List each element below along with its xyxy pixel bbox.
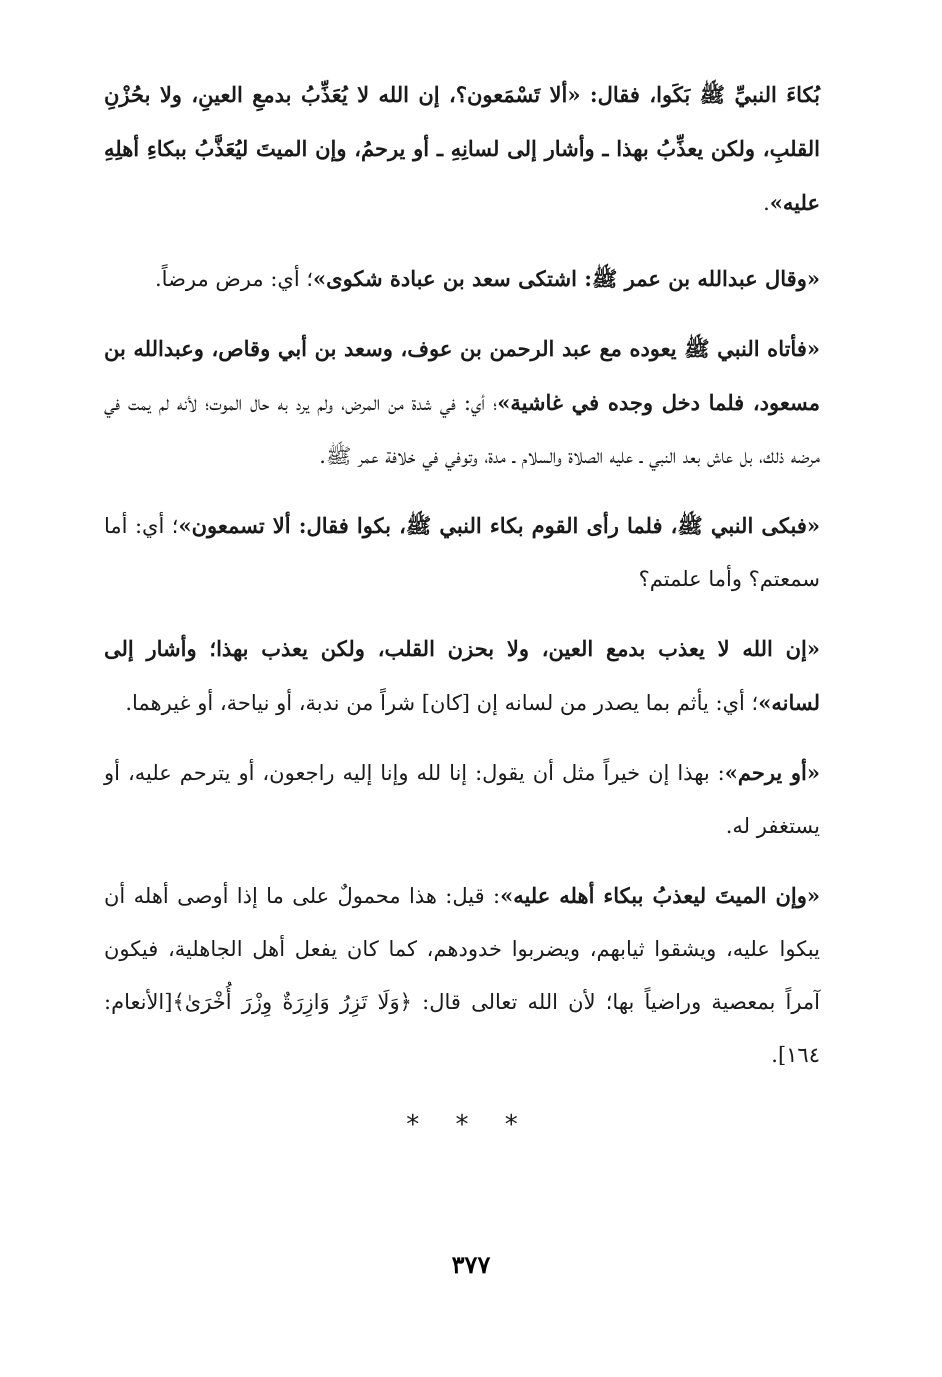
- paragraph-5-bold: «إن الله لا يعذب بدمع العين، ولا بحزن القلب، ولكن يعذب بهذا؛ وأشار إلى لسانه»: [104, 636, 820, 715]
- paragraph-1: [104, 68, 820, 230]
- paragraph-3-text: ؛ أي: في شدة من المرض، ولم يرد به حال الموت؛ لأنه لم يمت في مرضه ذلك، بل عاش بعد النبي ـ عليه الصلاة والسلام ـ مدة، وتوفي في خلافة عمر ﷺ.: [104, 391, 820, 468]
- paragraph-3-bold: «فأتاه النبي ﷺ يعوده مع عبد الرحمن بن عوف، وسعد بن أبي وقاص، وعبدالله بن مسعود، فلما دخل وجده في غاشية»: [104, 336, 820, 415]
- paragraph-7-bold: «وإن الميتَ ليعذبُ ببكاء أهله عليه»: [500, 883, 820, 908]
- paragraph-7: [104, 869, 820, 1082]
- paragraph-2: [104, 252, 820, 306]
- paragraph-5-text: ؛ أي: يأثم بما يصدر من لسانه إن [كان] شراً من ندبة، أو نياحة، أو غيرهما.: [125, 691, 759, 715]
- paragraph-7-text: : قيل: هذا محمولٌ على ما إذا أوصى أهله أن يبكوا عليه، ويشقوا ثيابهم، ويضربوا خدودهم، كما كان يفعل أهل الجاهلية، فيكون آمراً بمعصية وراضياً بها؛ لأن الله تعالى قال: ﴿وَلَا تَزِرُ وَازِرَةٌ وِزْرَ أُخْرَىٰ﴾[الأنعام: ١٦٤].: [104, 884, 820, 1067]
- paragraph-6-text: : بهذا إن خيراً مثل أن يقول: إنا لله وإنا إليه راجعون، أو يترحم عليه، أو يستغفر له.: [104, 761, 820, 838]
- paragraph-6: [104, 746, 820, 853]
- paragraph-6-bold: «أو يرحم»: [724, 760, 820, 785]
- paragraph-3: [104, 322, 820, 483]
- section-separator: * * *: [406, 1110, 532, 1140]
- paragraph-1-text: .: [763, 191, 770, 215]
- paragraph-4-bold: «فبكى النبي ﷺ، فلما رأى القوم بكاء النبي ﷺ، بكوا فقال: ألا تسمعون»: [178, 513, 820, 538]
- paragraph-4: [104, 499, 820, 606]
- paragraph-4-text: ؛ أي: أما سمعتم؟ وأما علمتم؟: [104, 514, 820, 591]
- page-number: ٣٧٧: [451, 1250, 491, 1279]
- paragraph-2-text: ؛ أي: مرض مرضاً.: [155, 267, 314, 291]
- paragraph-2-bold: «وقال عبدالله بن عمر ﷺ: اشتكى سعد بن عبادة شكوى»: [313, 266, 820, 291]
- paragraph-1-bold: بُكاءَ النبيِّ ﷺ بَكَوا، فقال: «ألا تَسْمَعون؟، إن الله لا يُعَذِّبُ بدمعِ العينِ، ولا بحُزْنِ القلبِ، ولكن يعذِّبُ بهذا ـ وأشار إلى لسانِهِ ـ أو يرحمُ، وإن الميتَ ليُعَذَّبُ ببكاءِ أهلِهِ عليه»: [104, 82, 820, 215]
- paragraph-5: [104, 622, 820, 730]
